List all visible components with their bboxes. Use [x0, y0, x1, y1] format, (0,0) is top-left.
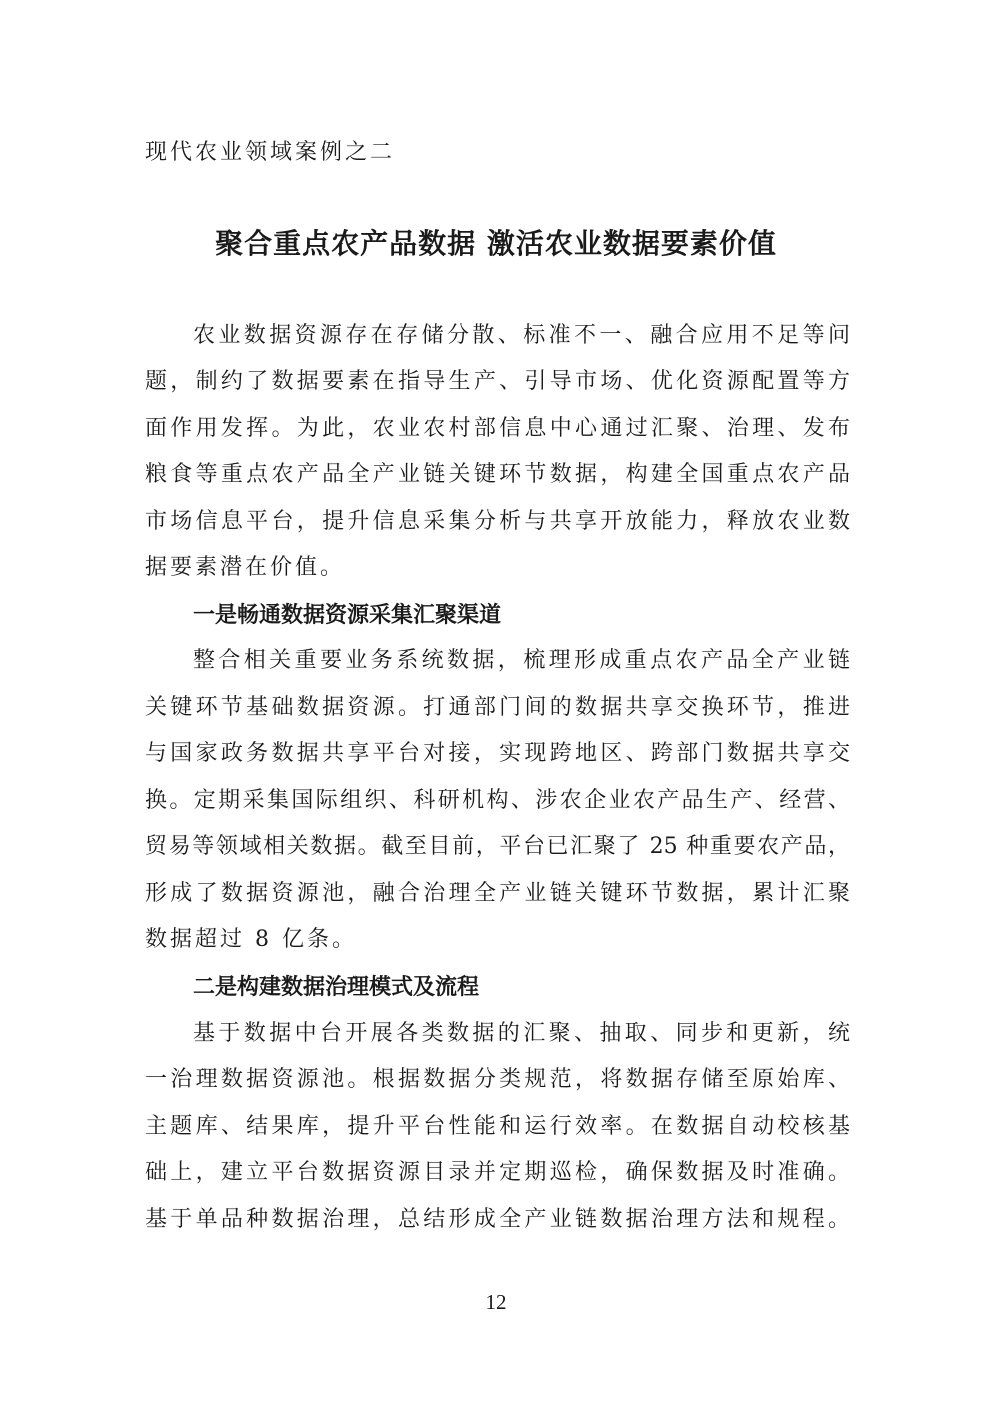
- paragraph-line: 主题库、结果库，提升平台性能和运行效率。在数据自动校核基: [145, 1114, 850, 1139]
- page-title: 聚合重点农产品数据 激活农业数据要素价值: [215, 227, 777, 260]
- paragraph-line: 粮食等重点农产品全产业链关键环节数据，构建全国重点农产品: [145, 462, 850, 487]
- page-number: 12: [485, 1290, 507, 1314]
- section-heading: 一是畅通数据资源采集汇聚渠道: [193, 602, 502, 628]
- paragraph-line: 题，制约了数据要素在指导生产、引导市场、优化资源配置等方: [145, 369, 850, 394]
- paragraph-line: 换。定期采集国际组织、科研机构、涉农企业农产品生产、经营、: [145, 788, 850, 813]
- paragraph-line: 与国家政务数据共享平台对接，实现跨地区、跨部门数据共享交: [145, 741, 850, 766]
- paragraph-line: 农业数据资源存在存储分散、标准不一、融合应用不足等问: [193, 323, 850, 348]
- paragraph-line: 据要素潜在价值。: [145, 555, 346, 580]
- paragraph-line: 贸易等领域相关数据。截至目前，平台已汇聚了 25 种重要农产品，: [145, 834, 850, 859]
- case-series-label: 现代农业领域案例之二: [145, 140, 396, 165]
- paragraph-line: 整合相关重要业务系统数据，梳理形成重点农产品全产业链: [193, 648, 850, 673]
- paragraph-line: 基于单品种数据治理，总结形成全产业链数据治理方法和规程。: [145, 1207, 850, 1232]
- paragraph-line: 数据超过 8 亿条。: [145, 927, 357, 952]
- paragraph-line: 面作用发挥。为此，农业农村部信息中心通过汇聚、治理、发布: [145, 416, 850, 441]
- paragraph-line: 形成了数据资源池，融合治理全产业链关键环节数据，累计汇聚: [145, 881, 850, 906]
- section-heading: 二是构建数据治理模式及流程: [193, 974, 480, 1000]
- paragraph-line: 一治理数据资源池。根据数据分类规范，将数据存储至原始库、: [145, 1067, 850, 1092]
- paragraph-line: 础上，建立平台数据资源目录并定期巡检，确保数据及时准确。: [145, 1160, 850, 1185]
- paragraph-line: 市场信息平台，提升信息采集分析与共享开放能力，释放农业数: [145, 509, 850, 534]
- paragraph-line: 基于数据中台开展各类数据的汇聚、抽取、同步和更新，统: [193, 1021, 850, 1046]
- paragraph-line: 关键环节基础数据资源。打通部门间的数据共享交换环节，推进: [145, 695, 850, 720]
